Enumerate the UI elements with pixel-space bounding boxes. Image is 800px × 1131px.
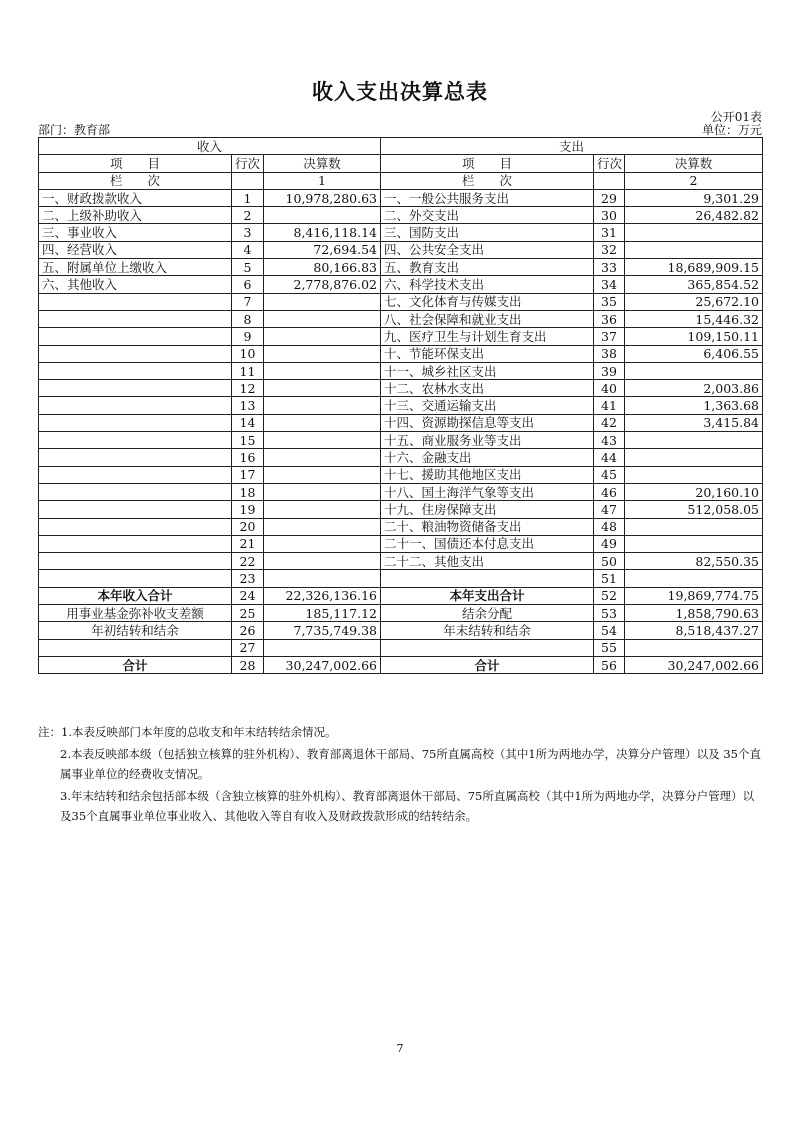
expense-amount: 15,446.32 (625, 310, 763, 327)
expense-row-number: 38 (594, 345, 625, 362)
income-row-number: 18 (232, 483, 264, 500)
income-row-number: 24 (232, 587, 264, 604)
income-row-number: 11 (232, 362, 264, 379)
expense-item: 十五、商业服务业等支出 (381, 432, 594, 449)
expense-item: 一、一般公共服务支出 (381, 189, 594, 206)
table-row (39, 293, 763, 310)
table-row (39, 276, 763, 293)
page-number: 7 (396, 1042, 404, 1055)
expense-row-number: 47 (594, 501, 625, 518)
income-row-number: 4 (232, 241, 264, 258)
expense-item: 二十二、其他支出 (381, 553, 594, 570)
income-row-number: 14 (232, 414, 264, 431)
income-row-number: 27 (232, 639, 264, 656)
expense-amount (625, 570, 763, 587)
expense-item-header: 项 目 (381, 155, 594, 172)
expense-section-header: 支出 (381, 138, 763, 155)
expense-row-number: 31 (594, 224, 625, 241)
income-item (39, 310, 232, 327)
income-row-number: 28 (232, 656, 264, 673)
expense-item (381, 570, 594, 587)
expense-row-number: 49 (594, 535, 625, 552)
expense-summary-item: 合计 (381, 656, 594, 673)
income-row-number: 9 (232, 328, 264, 345)
income-item (39, 518, 232, 535)
income-amount (264, 207, 381, 224)
income-item (39, 397, 232, 414)
expense-amount: 19,869,774.75 (625, 587, 763, 604)
table-row (39, 570, 763, 587)
expense-row-number: 44 (594, 449, 625, 466)
income-amount (264, 639, 381, 656)
income-row-number: 12 (232, 380, 264, 397)
income-item (39, 449, 232, 466)
income-item (39, 466, 232, 483)
income-item (39, 328, 232, 345)
table-row (39, 483, 763, 500)
expense-summary-item: 本年支出合计 (381, 587, 594, 604)
income-row-number: 22 (232, 553, 264, 570)
expense-summary-item: 结余分配 (381, 605, 594, 622)
expense-row-number: 37 (594, 328, 625, 345)
income-summary-item: 合计 (39, 656, 232, 673)
expense-amount (625, 535, 763, 552)
table-row (39, 518, 763, 535)
income-row-number: 25 (232, 605, 264, 622)
expense-row-number: 42 (594, 414, 625, 431)
table-row (39, 553, 763, 570)
income-amount: 80,166.83 (264, 259, 381, 276)
summary-row (39, 605, 763, 622)
table-row (39, 224, 763, 241)
income-expense-table (38, 137, 763, 674)
footnotes (38, 722, 762, 828)
income-item: 五、附属单位上缴收入 (39, 259, 232, 276)
expense-amount: 18,689,909.15 (625, 259, 763, 276)
column-header-row (39, 155, 763, 172)
income-item: 二、上级补助收入 (39, 207, 232, 224)
income-row-number: 3 (232, 224, 264, 241)
summary-row (39, 656, 763, 673)
expense-amount (625, 241, 763, 258)
income-row-number: 1 (232, 189, 264, 206)
expense-amount: 1,858,790.63 (625, 605, 763, 622)
income-row-number: 8 (232, 310, 264, 327)
expense-row-number: 36 (594, 310, 625, 327)
expense-amount: 20,160.10 (625, 483, 763, 500)
income-item (39, 432, 232, 449)
income-item: 四、经营收入 (39, 241, 232, 258)
expense-row-number: 41 (594, 397, 625, 414)
income-amount (264, 397, 381, 414)
income-item (39, 501, 232, 518)
income-amount (264, 449, 381, 466)
expense-item: 八、社会保障和就业支出 (381, 310, 594, 327)
expense-item: 十六、金融支出 (381, 449, 594, 466)
expense-row-number: 45 (594, 466, 625, 483)
income-amount (264, 483, 381, 500)
expense-row-number: 48 (594, 518, 625, 535)
income-row-number: 23 (232, 570, 264, 587)
expense-amount (625, 518, 763, 535)
income-amount: 2,778,876.02 (264, 276, 381, 293)
expense-row-number: 54 (594, 622, 625, 639)
table-row (39, 362, 763, 379)
table-row (39, 259, 763, 276)
income-amount (264, 293, 381, 310)
expense-item: 十一、城乡社区支出 (381, 362, 594, 379)
summary-row (39, 639, 763, 656)
expense-col-index: 2 (625, 172, 763, 189)
income-item: 六、其他收入 (39, 276, 232, 293)
summary-row (39, 587, 763, 604)
expense-item: 六、科学技术支出 (381, 276, 594, 293)
income-row-number: 2 (232, 207, 264, 224)
income-item (39, 380, 232, 397)
expense-row-number: 43 (594, 432, 625, 449)
footnote-2: 2.本表反映部本级（包括独立核算的驻外机构）、教育部离退休干部局、75所直属高校（其中1所为两地办学，决算分户管理）以及 35个直属事业单位的经费收支情况。 (60, 747, 761, 781)
expense-amount: 26,482.82 (625, 207, 763, 224)
expense-summary-item: 年末结转和结余 (381, 622, 594, 639)
expense-amount (625, 466, 763, 483)
income-row-number: 15 (232, 432, 264, 449)
table-row (39, 432, 763, 449)
expense-row-number: 35 (594, 293, 625, 310)
table-row (39, 310, 763, 327)
expense-amount: 365,854.52 (625, 276, 763, 293)
expense-row-number: 39 (594, 362, 625, 379)
income-item (39, 535, 232, 552)
income-item: 一、财政拨款收入 (39, 189, 232, 206)
expense-item: 十二、农林水支出 (381, 380, 594, 397)
expense-summary-item (381, 639, 594, 656)
income-amount (264, 432, 381, 449)
table-row (39, 207, 763, 224)
income-item (39, 570, 232, 587)
expense-item: 九、医疗卫生与计划生育支出 (381, 328, 594, 345)
income-row-number: 17 (232, 466, 264, 483)
income-item (39, 362, 232, 379)
expense-amount: 3,415.84 (625, 414, 763, 431)
expense-item: 五、教育支出 (381, 259, 594, 276)
income-item (39, 293, 232, 310)
expense-item: 四、公共安全支出 (381, 241, 594, 258)
income-row-number: 16 (232, 449, 264, 466)
income-row-number: 13 (232, 397, 264, 414)
table-row (39, 345, 763, 362)
section-header-row (39, 138, 763, 155)
expense-row-number: 29 (594, 189, 625, 206)
footnote-1: 注：1.本表反映部门本年度的总收支和年末结转结余情况。 (38, 725, 337, 739)
expense-row-number: 56 (594, 656, 625, 673)
income-item: 三、事业收入 (39, 224, 232, 241)
income-item (39, 345, 232, 362)
income-amount (264, 570, 381, 587)
income-col-blank (232, 172, 264, 189)
income-amount (264, 501, 381, 518)
unit-label: 单位：万元 (701, 123, 762, 137)
table-row (39, 397, 763, 414)
expense-item: 十、节能环保支出 (381, 345, 594, 362)
income-amount (264, 362, 381, 379)
income-row-number: 26 (232, 622, 264, 639)
expense-amount (625, 362, 763, 379)
department-label: 部门：教育部 (38, 123, 111, 137)
expense-col-label: 栏 次 (381, 172, 594, 189)
table-row (39, 414, 763, 431)
income-row-number: 6 (232, 276, 264, 293)
expense-col-blank (594, 172, 625, 189)
income-amount (264, 535, 381, 552)
expense-row-number: 46 (594, 483, 625, 500)
income-amount: 72,694.54 (264, 241, 381, 258)
expense-row-number: 53 (594, 605, 625, 622)
expense-row-number: 52 (594, 587, 625, 604)
summary-row (39, 622, 763, 639)
expense-item: 十九、住房保障支出 (381, 501, 594, 518)
expense-row-number: 34 (594, 276, 625, 293)
income-row-number: 20 (232, 518, 264, 535)
expense-amount-header: 决算数 (625, 155, 763, 172)
form-number: 公开01表 (710, 110, 762, 124)
expense-row-number: 33 (594, 259, 625, 276)
income-row-number: 7 (232, 293, 264, 310)
income-item (39, 553, 232, 570)
income-amount: 10,978,280.63 (264, 189, 381, 206)
income-row-number: 10 (232, 345, 264, 362)
expense-item: 二、外交支出 (381, 207, 594, 224)
income-amount (264, 518, 381, 535)
expense-row-number: 51 (594, 570, 625, 587)
column-index-row (39, 172, 763, 189)
table-row (39, 501, 763, 518)
expense-row-number: 30 (594, 207, 625, 224)
income-amount (264, 345, 381, 362)
income-col-label: 栏 次 (39, 172, 232, 189)
page-title: 收入支出决算总表 (312, 79, 488, 104)
table-row (39, 449, 763, 466)
table-row (39, 380, 763, 397)
income-summary-item: 用事业基金弥补收支差额 (39, 605, 232, 622)
income-row-number: 5 (232, 259, 264, 276)
table-row (39, 241, 763, 258)
expense-item: 十八、国土海洋气象等支出 (381, 483, 594, 500)
income-item-header: 项 目 (39, 155, 232, 172)
income-amount: 185,117.12 (264, 605, 381, 622)
footnote-3: 3.年末结转和结余包括部本级（含独立核算的驻外机构）、教育部离退休干部局、75所直属高校（其中1所为两地办学，决算分户管理）以及35个直属事业单位事业收入、其他收入等自有收入及财政拨款形成的结转结余。 (60, 789, 755, 823)
expense-amount: 109,150.11 (625, 328, 763, 345)
expense-amount (625, 639, 763, 656)
income-amount (264, 414, 381, 431)
income-amount: 30,247,002.66 (264, 656, 381, 673)
income-amount (264, 553, 381, 570)
income-amount-header: 决算数 (264, 155, 381, 172)
expense-item: 三、国防支出 (381, 224, 594, 241)
table-row (39, 328, 763, 345)
expense-row-number: 40 (594, 380, 625, 397)
expense-item: 二十、粮油物资储备支出 (381, 518, 594, 535)
income-item (39, 483, 232, 500)
income-rowno-header: 行次 (232, 155, 264, 172)
income-summary-item: 本年收入合计 (39, 587, 232, 604)
expense-amount (625, 224, 763, 241)
table-row (39, 466, 763, 483)
expense-rowno-header: 行次 (594, 155, 625, 172)
expense-amount (625, 449, 763, 466)
expense-amount (625, 432, 763, 449)
expense-item: 二十一、国债还本付息支出 (381, 535, 594, 552)
expense-item: 七、文化体育与传媒支出 (381, 293, 594, 310)
income-amount: 7,735,749.38 (264, 622, 381, 639)
income-amount (264, 328, 381, 345)
income-amount (264, 380, 381, 397)
expense-item: 十七、援助其他地区支出 (381, 466, 594, 483)
income-amount (264, 466, 381, 483)
expense-amount: 8,518,437.27 (625, 622, 763, 639)
income-amount: 22,326,136.16 (264, 587, 381, 604)
expense-item: 十四、资源勘探信息等支出 (381, 414, 594, 431)
expense-amount: 25,672.10 (625, 293, 763, 310)
income-amount (264, 310, 381, 327)
expense-amount: 30,247,002.66 (625, 656, 763, 673)
expense-row-number: 50 (594, 553, 625, 570)
income-section-header: 收入 (39, 138, 381, 155)
expense-row-number: 32 (594, 241, 625, 258)
income-row-number: 19 (232, 501, 264, 518)
expense-amount: 2,003.86 (625, 380, 763, 397)
income-col-index: 1 (264, 172, 381, 189)
table-row (39, 535, 763, 552)
income-summary-item (39, 639, 232, 656)
income-summary-item: 年初结转和结余 (39, 622, 232, 639)
income-row-number: 21 (232, 535, 264, 552)
expense-amount: 9,301.29 (625, 189, 763, 206)
table-row (39, 189, 763, 206)
income-amount: 8,416,118.14 (264, 224, 381, 241)
expense-amount: 1,363.68 (625, 397, 763, 414)
expense-amount: 82,550.35 (625, 553, 763, 570)
expense-amount: 512,058.05 (625, 501, 763, 518)
income-item (39, 414, 232, 431)
expense-amount: 6,406.55 (625, 345, 763, 362)
expense-item: 十三、交通运输支出 (381, 397, 594, 414)
expense-row-number: 55 (594, 639, 625, 656)
